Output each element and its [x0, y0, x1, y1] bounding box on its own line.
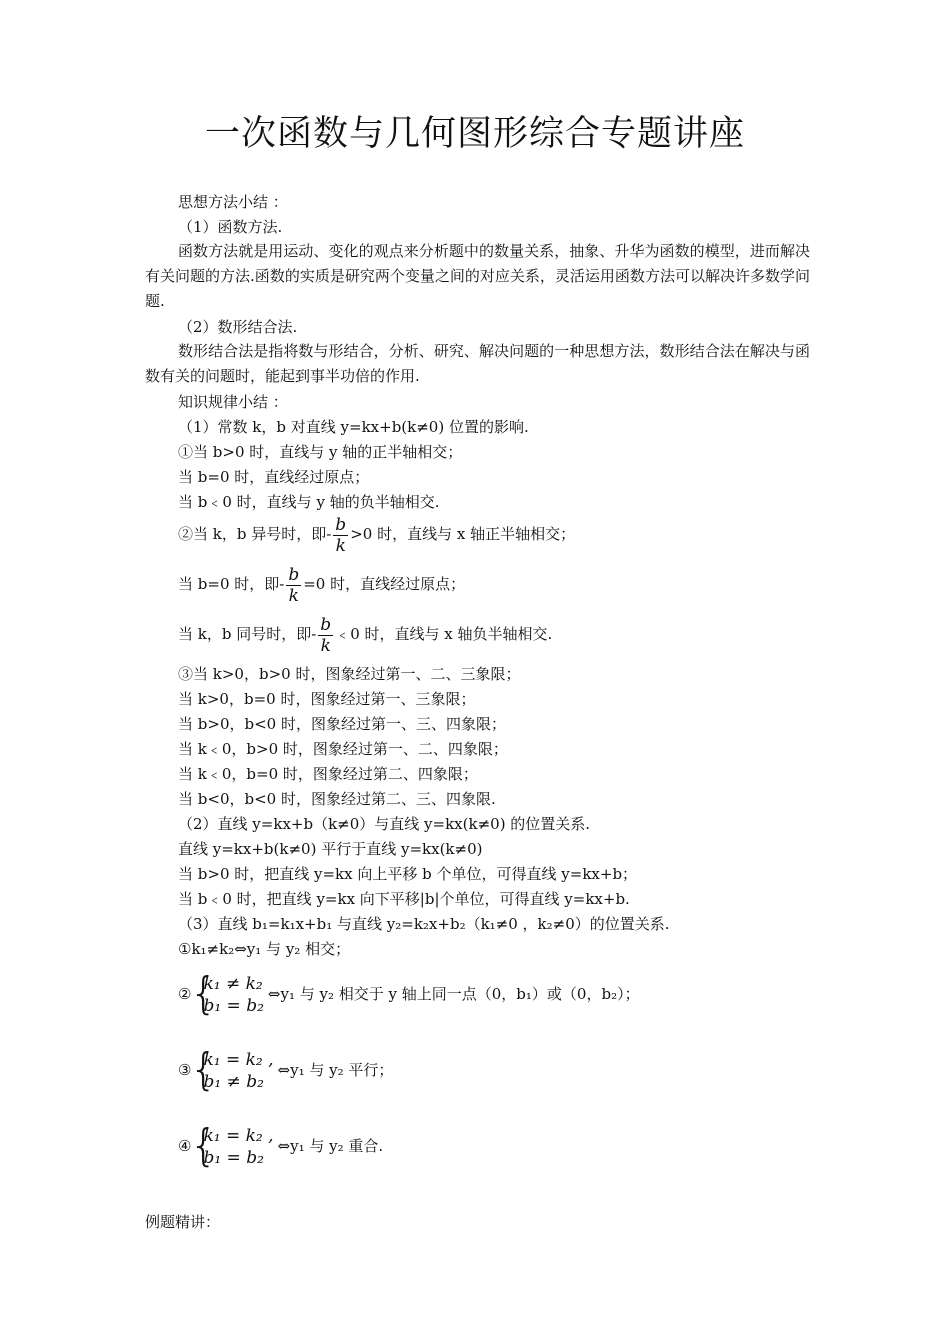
knowledge-2-line: 当 b﹤0 时，把直线 y=kx 向下平移|b|个单位，可得直线 y=kx+b. — [178, 890, 630, 908]
quadrant-line: 当 k﹤0，b=0 时，图象经过第二、四象限； — [178, 765, 478, 783]
fraction-line-prefix: 当 b=0 时，即- — [178, 575, 285, 593]
knowledge-heading: 知识规律小结 ： — [178, 393, 288, 411]
method-2-heading: （2）数形结合法. — [178, 318, 298, 336]
equation-system — [189, 1044, 274, 1095]
fraction-line-suffix: =0 时，直线经过原点； — [303, 575, 466, 593]
left-brace-icon: { — [189, 1120, 218, 1171]
fraction-b-over-k — [286, 565, 301, 606]
fraction-line-prefix: 当 k，b 同号时，即- — [178, 625, 317, 643]
left-brace-icon: { — [189, 1044, 218, 1095]
fraction-line — [178, 512, 575, 556]
fraction-b-over-k — [333, 515, 348, 556]
knowledge-3-item-1: ①k₁≠k₂⇔y₁ 与 y₂ 相交； — [178, 940, 351, 958]
method-heading: 思想方法小结 ： — [178, 193, 288, 211]
fraction-line — [178, 562, 465, 606]
fraction-b-over-k — [318, 615, 333, 656]
knowledge-1-line: 当 b=0 时，直线经过原点； — [178, 468, 370, 486]
quadrant-line: ③当 k>0，b>0 时，图象经过第一、二、三象限； — [178, 665, 521, 683]
item-marker: ④ — [178, 1137, 192, 1155]
knowledge-1-line: 当 b﹤0 时，直线与 y 轴的负半轴相交. — [178, 493, 440, 511]
fraction-line — [178, 612, 552, 656]
equation-row: b₁ = b₂ — [203, 1148, 264, 1168]
knowledge-2-heading: （2）直线 y=kx+b（k≠0）与直线 y=kx(k≠0) 的位置关系. — [178, 815, 591, 833]
fraction-denominator: k — [288, 585, 299, 606]
knowledge-2-line: 当 b>0 时，把直线 y=kx 向上平移 b 个单位，可得直线 y=kx+b； — [178, 865, 638, 883]
method-1-body: 函数方法就是用运动、变化的观点来分析题中的数量关系，抽象、升华为函数的模型，进而解决有关问题的方法.函数的实质是研究两个变量之间的对应关系，灵活运用函数方法可以解决许多数学问题. — [145, 242, 810, 310]
knowledge-2-line: 直线 y=kx+b(k≠0) 平行于直线 y=kx(k≠0) — [178, 840, 483, 858]
knowledge-3-item-3 — [178, 1046, 393, 1094]
item-text: ⇔y₁ 与 y₂ 重合. — [277, 1137, 384, 1155]
item-marker: ③ — [178, 1061, 192, 1079]
method-2-body: 数形结合法是指将数与形结合，分析、研究、解决问题的一种思想方法，数形结合法在解决与函数有关的问题时，能起到事半功倍的作用. — [145, 342, 810, 385]
left-brace-icon: { — [189, 968, 218, 1019]
fraction-numerator: b — [288, 564, 300, 585]
equation-system — [189, 1120, 274, 1171]
equation-row: k₁ = k₂ , — [203, 1126, 274, 1146]
fraction-line-suffix: ﹤0 时，直线与 x 轴负半轴相交. — [335, 625, 553, 643]
fraction-line-suffix: >0 时，直线与 x 轴正半轴相交； — [350, 525, 576, 543]
quadrant-line: 当 b>0，b<0 时，图象经过第一、三、四象限； — [178, 715, 506, 733]
equation-row: b₁ = b₂ — [203, 996, 264, 1016]
item-text: ⇔y₁ 与 y₂ 平行； — [277, 1061, 394, 1079]
page-title: 一次函数与几何图形综合专题讲座 — [204, 114, 745, 154]
item-text: ⇔y₁ 与 y₂ 相交于 y 轴上同一点（0，b₁）或（0，b₂）； — [267, 985, 640, 1003]
knowledge-3-item-4 — [178, 1122, 383, 1170]
equation-row: b₁ ≠ b₂ — [203, 1072, 264, 1092]
fraction-numerator: b — [320, 614, 332, 635]
quadrant-line: 当 k>0，b=0 时，图象经过第一、三象限； — [178, 690, 476, 708]
fraction-numerator: b — [335, 514, 347, 535]
method-1-heading: （1）函数方法. — [178, 218, 283, 236]
fraction-denominator: k — [335, 535, 346, 556]
examples-heading: 例题精讲： — [145, 1213, 221, 1231]
fraction-denominator: k — [320, 635, 331, 656]
equation-row: k₁ = k₂ , — [203, 1050, 274, 1070]
quadrant-line: 当 b<0，b<0 时，图象经过第二、三、四象限. — [178, 790, 496, 808]
equation-row: k₁ ≠ k₂ — [203, 974, 263, 994]
knowledge-3-item-2 — [178, 970, 640, 1018]
knowledge-1-heading: （1）常数 k，b 对直线 y=kx+b(k≠0) 位置的影响. — [178, 418, 529, 436]
item-marker: ② — [178, 985, 192, 1003]
fraction-line-prefix: ②当 k，b 异号时，即- — [178, 525, 332, 543]
knowledge-3-heading: （3）直线 b₁=k₁x+b₁ 与直线 y₂=k₂x+b₂（k₁≠0 ，k₂≠0）的位置关系. — [178, 915, 670, 933]
knowledge-1-line: ①当 b>0 时，直线与 y 轴的正半轴相交； — [178, 443, 463, 461]
equation-system — [189, 968, 264, 1019]
quadrant-line: 当 k﹤0，b>0 时，图象经过第一、二、四象限； — [178, 740, 508, 758]
